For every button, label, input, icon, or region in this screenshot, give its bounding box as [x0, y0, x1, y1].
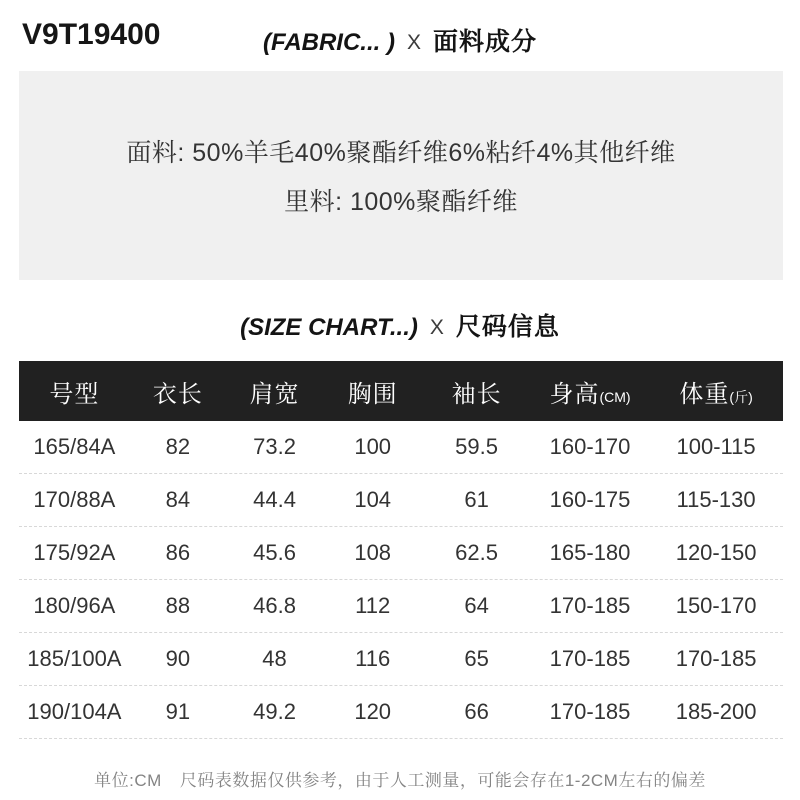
- size-table-cell: 45.6: [253, 540, 296, 565]
- header-unit-label: (CM): [599, 388, 631, 405]
- product-code: V9T19400: [22, 18, 161, 51]
- fabric-composition-panel: [19, 71, 783, 280]
- size-table-cell: 73.2: [253, 434, 296, 459]
- size-table-cell: 62.5: [455, 540, 498, 565]
- size-table-cell: 65: [464, 646, 489, 671]
- size-table-cell: 165/84A: [33, 434, 116, 459]
- size-table-row: [19, 580, 783, 633]
- size-table-row: [19, 421, 783, 474]
- fabric-title-en: (FABRIC... ): [262, 29, 395, 56]
- size-table-cell: 160-170: [549, 434, 631, 459]
- size-table-cell: 112: [355, 593, 391, 618]
- size-table-cell: 59.5: [455, 434, 498, 459]
- size-table-cell: 185/100A: [27, 646, 122, 671]
- disclaimer-text: 尺码表数据仅供参考，由于人工测量，可能会存在1-2CM左右的偏差: [179, 771, 706, 790]
- size-table-header-cell: 身高(CM): [549, 380, 631, 408]
- size-table-row: [19, 686, 783, 739]
- size-table-cell: 165-180: [549, 540, 631, 565]
- size-table-row: [19, 527, 783, 580]
- size-table-cell: 175/92A: [33, 540, 116, 565]
- size-table-cell: 84: [165, 487, 191, 512]
- size-table-cell: 82: [165, 434, 191, 459]
- size-table-cell: 115-130: [676, 487, 756, 512]
- size-table-cell: 190/104A: [27, 699, 122, 724]
- size-table-cell: 170-185: [549, 646, 631, 671]
- size-table-cell: 180/96A: [33, 593, 116, 618]
- size-table-cell: 104: [354, 487, 392, 512]
- unit-label: 单位:CM: [94, 771, 162, 790]
- size-table-cell: 170-185: [549, 593, 631, 618]
- size-table-cell: 150-170: [675, 593, 757, 618]
- header-unit-label: (斤): [729, 388, 753, 405]
- size-table-cell: 91: [165, 699, 191, 724]
- size-table-header-cell: 体重(斤): [679, 380, 753, 408]
- size-table-cell: 100: [354, 434, 392, 459]
- size-table-cell: 48: [262, 646, 287, 671]
- fabric-lining-line: 里料: 100%聚酯纤维: [284, 188, 518, 216]
- fabric-title-separator-x: X: [406, 31, 421, 54]
- size-table-header-row: [19, 361, 783, 421]
- size-table-row: [19, 474, 783, 527]
- size-title-separator-x: X: [429, 316, 444, 339]
- size-table-cell: 185-200: [675, 699, 757, 724]
- size-table-cell: 90: [165, 646, 191, 671]
- size-table-body: [19, 421, 783, 739]
- size-table-cell: 46.8: [253, 593, 296, 618]
- size-table-cell: 170-185: [549, 699, 631, 724]
- size-table-cell: 88: [165, 593, 191, 618]
- size-table-cell: 64: [464, 593, 489, 618]
- size-table-cell: 170-185: [675, 646, 757, 671]
- size-table-cell: 116: [355, 646, 391, 671]
- size-table-cell: 160-175: [549, 487, 631, 512]
- size-table-cell: 170/88A: [33, 487, 116, 512]
- size-title-en: (SIZE CHART...): [240, 314, 418, 341]
- size-table-row: [19, 633, 783, 686]
- fabric-shell-line: 面料: 50%羊毛40%聚酯纤维6%粘纤4%其他纤维: [126, 139, 676, 167]
- size-title-zh: 尺码信息: [455, 313, 560, 341]
- size-table-cell: 100-115: [676, 434, 756, 459]
- fabric-section-title: [0, 22, 800, 58]
- size-table-cell: 120: [354, 699, 392, 724]
- size-table-header-cell: 号型: [49, 380, 100, 408]
- size-table-cell: 44.4: [253, 487, 296, 512]
- size-table-cell: 61: [464, 487, 489, 512]
- fabric-title-zh: 面料成分: [433, 28, 538, 56]
- size-table-cell: 49.2: [253, 699, 296, 724]
- size-table-cell: 66: [464, 699, 489, 724]
- size-table-header-cell: 袖长: [451, 380, 502, 408]
- size-table-cell: 86: [165, 540, 191, 565]
- size-section-title: [0, 307, 800, 343]
- size-chart-disclaimer: [0, 766, 800, 791]
- size-chart-table: [19, 361, 783, 739]
- size-table-header-cell: 衣长: [152, 380, 203, 408]
- size-table-cell: 108: [354, 540, 392, 565]
- size-table-header-cell: 胸围: [347, 380, 398, 408]
- size-table-cell: 120-150: [675, 540, 757, 565]
- size-table-header-cell: 肩宽: [249, 380, 300, 408]
